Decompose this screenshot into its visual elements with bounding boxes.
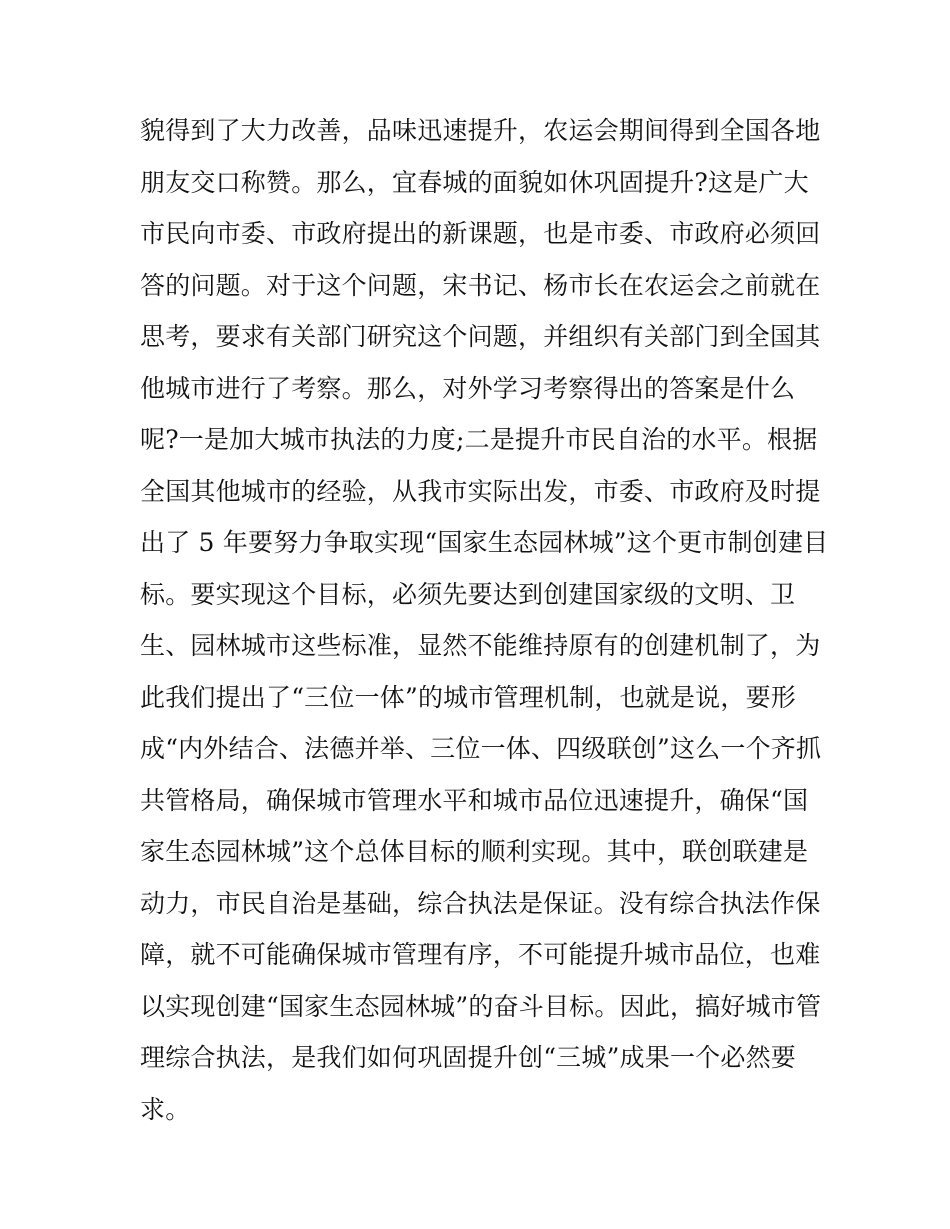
paragraph-line: 答的问题。对于这个问题，宋书记、杨市长在农运会之前就在 <box>140 270 821 300</box>
paragraph-line: 他城市进行了考察。那么，对外学习考察得出的答案是什么 <box>140 373 796 403</box>
paragraph-line: 朋友交口称赞。那么，宜春城的面貌如休巩固提升?这是广大 <box>140 167 809 197</box>
paragraph-line: 全国其他城市的经验，从我市实际出发，市委、市政府及时提 <box>140 476 821 506</box>
paragraph-line: 成“内外结合、法德并举、三位一体、四级联创”这么一个齐抓 <box>140 734 822 763</box>
paragraph-line: 生、园林城市这些标准，显然不能维持原有的创建机制了，为 <box>140 631 821 660</box>
paragraph-line: 此我们提出了“三位一体”的城市管理机制，也就是说，要形 <box>140 682 796 712</box>
body-paragraph <box>140 105 830 1135</box>
paragraph-line: 以实现创建“国家生态园林城”的奋斗目标。因此，搞好城市管 <box>140 991 822 1021</box>
paragraph-line: 呢?一是加大城市执法的力度;二是提升市民自治的水平。根据 <box>140 425 818 454</box>
paragraph-line: 动力，市民自治是基础，综合执法是保证。没有综合执法作保 <box>140 888 821 918</box>
paragraph-line: 出了 5 年要努力争取实现“国家生态园林城”这个更市制创建目 <box>140 528 829 557</box>
paragraph-line: 标。要实现这个目标，必须先要达到创建国家级的文明、卫 <box>140 579 796 609</box>
paragraph-line: 共管格局，确保城市管理水平和城市品位迅速提升，确保“国 <box>140 785 809 815</box>
paragraph-line: 求。 <box>140 1094 191 1124</box>
paragraph-line: 市民向市委、市政府提出的新课题，也是市委、市政府必须回 <box>140 219 821 248</box>
paragraph-line: 理综合执法，是我们如何巩固提升创“三城”成果一个必然要 <box>140 1043 796 1072</box>
paragraph-line: 家生态园林城”这个总体目标的顺利实现。其中，联创联建是 <box>140 837 809 866</box>
paragraph-line: 思考，要求有关部门研究这个问题，并组织有关部门到全国其 <box>140 322 821 351</box>
paragraph-line: 貌得到了大力改善，品味迅速提升，农运会期间得到全国各地 <box>140 116 821 145</box>
paragraph-line: 障，就不可能确保城市管理有序，不可能提升城市品位，也难 <box>140 940 821 969</box>
